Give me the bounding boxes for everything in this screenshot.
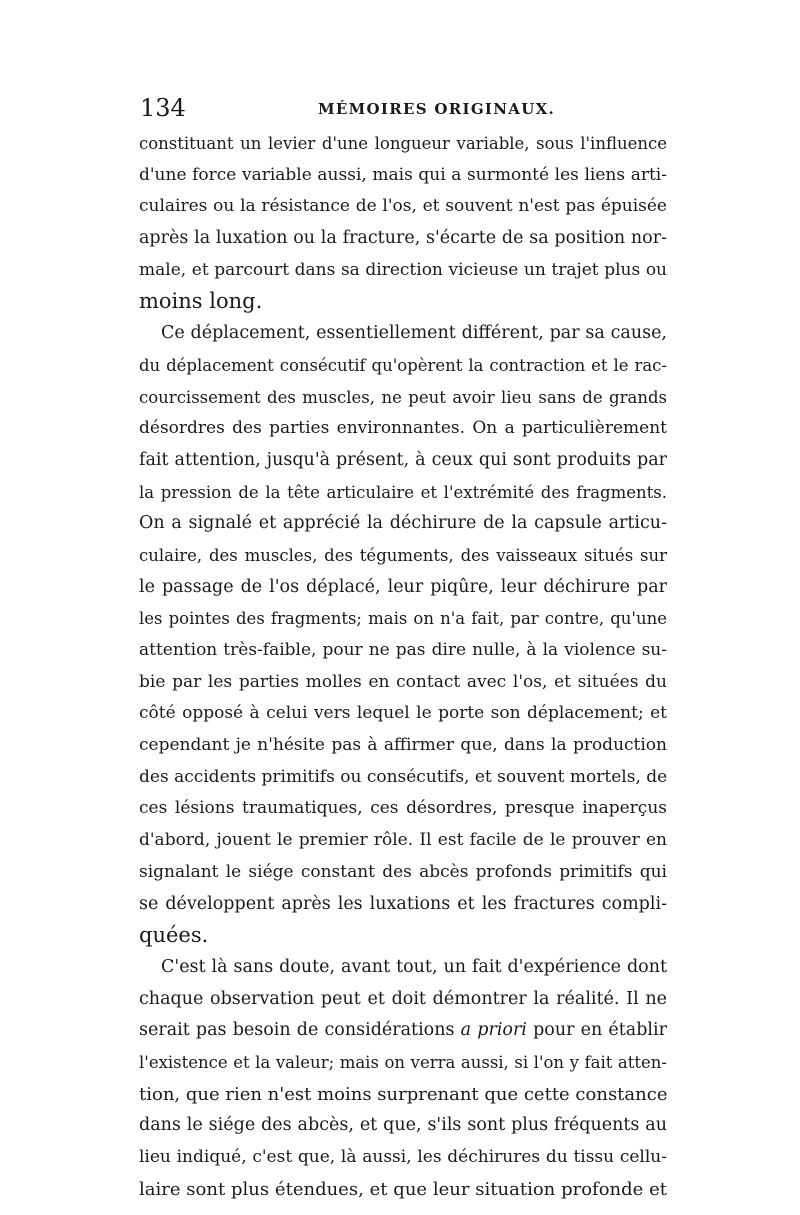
text-line: du déplacement consécutif qu'opèrent la contraction et le rac-: [139, 355, 667, 375]
text-line: l'existence et la valeur; mais on verra aussi, si l'on y fait atten-: [139, 1052, 667, 1072]
text-line: lieu indiqué, c'est que, là aussi, les déchirures du tissu cellu-: [139, 1147, 667, 1167]
text-line: les pointes des fragments; mais on n'a fait, par contre, qu'une: [139, 609, 667, 629]
text-line: chaque observation peut et doit démontrer la réalité. Il ne: [139, 988, 667, 1009]
text-line: attention très-faible, pour ne pas dire nulle, à la violence su-: [139, 640, 667, 660]
page-header: [140, 95, 668, 121]
text-line: désordres des parties environnantes. On a particulièrement: [139, 418, 667, 439]
text-line: cependant je n'hésite pas à affirmer que, dans la production: [139, 735, 667, 756]
running-title: MÉMOIRES ORIGINAUX.: [318, 100, 556, 118]
italic-phrase: a priori: [460, 1020, 527, 1041]
text-line: laire sont plus étendues, et que leur situation profonde et: [139, 1178, 667, 1200]
body-text: [139, 128, 667, 1205]
text-line: après la luxation ou la fracture, s'écarte de sa position nor-: [139, 228, 667, 249]
text-line: d'abord, jouent le premier rôle. Il est facile de le prouver en: [139, 830, 667, 851]
text-line: bie par les parties molles en contact avec l'os, et situées du: [139, 671, 667, 692]
text-line: quées.: [139, 923, 209, 948]
text-line: moins long.: [139, 289, 263, 314]
text-line: le passage de l'os déplacé, leur piqûre, leur déchirure par: [139, 576, 667, 597]
text-line: côté opposé à celui vers lequel le porte son déplacement; et: [139, 703, 667, 724]
text-line: courcissement des muscles, ne peut avoir lieu sans de grands: [139, 387, 667, 407]
text-line: culaire, des muscles, des téguments, des vaisseaux situés sur: [139, 545, 667, 565]
text-line: la pression de la tête articulaire et l'extrémité des fragments.: [139, 482, 667, 502]
text-line: dans le siége des abcès, et que, s'ils sont plus fréquents au: [139, 1115, 667, 1136]
text-line: signalant le siége constant des abcès profonds primitifs qui: [139, 861, 667, 882]
text-line: culaires ou la résistance de l'os, et souvent n'est pas épuisée: [139, 196, 667, 217]
text-line: d'une force variable aussi, mais qui a surmonté les liens arti-: [139, 164, 667, 185]
text-line: On a signalé et apprécié la déchirure de la capsule articu-: [139, 513, 667, 534]
text-line: tion, que rien n'est moins surprenant que cette constance: [139, 1083, 668, 1105]
text-segment: serait pas besoin de considérations: [139, 1020, 455, 1041]
text-line: C'est là sans doute, avant tout, un fait d'expérience dont: [161, 956, 667, 977]
text-line: Ce déplacement, essentiellement différent, par sa cause,: [161, 323, 667, 344]
text-line-with-italic: [139, 1015, 667, 1047]
text-line: constituant un levier d'une longueur variable, sous l'influence: [139, 134, 667, 153]
text-line: des accidents primitifs ou consécutifs, et souvent mortels, de: [139, 766, 668, 787]
text-segment: pour en établir: [533, 1020, 667, 1041]
text-line: ces lésions traumatiques, ces désordres, presque inaperçus: [139, 798, 667, 819]
text-line: se développent après les luxations et les fractures compli-: [139, 893, 667, 914]
text-line: fait attention, jusqu'à présent, à ceux qui sont produits par: [139, 449, 667, 470]
page-number: 134: [140, 94, 186, 122]
text-line: male, et parcourt dans sa direction vicieuse un trajet plus ou: [139, 259, 667, 280]
